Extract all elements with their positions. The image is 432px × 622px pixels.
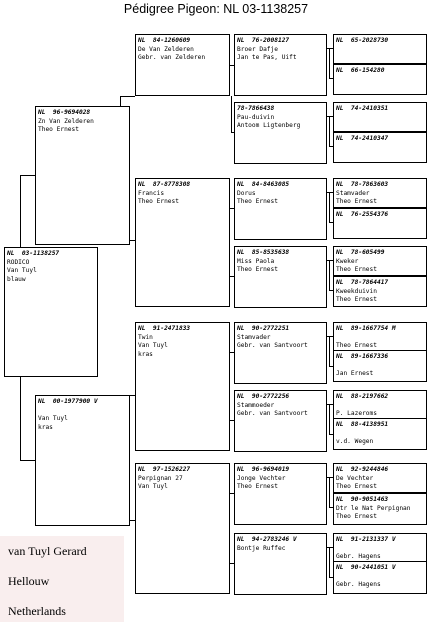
pigeon-detail-line: Stamvader [237,333,271,341]
connector-line [329,507,333,508]
pigeon-ring-number: NL 84-8463085 [237,181,290,188]
pigeon-ring-number: NL 84-1260609 [138,37,191,44]
pedigree-box-gen5-6[interactable] [333,208,427,239]
pigeon-ring-number: 78-7866438 [237,105,275,112]
connector-line [329,146,333,147]
pigeon-ring-number: NL 89-1667754 M [336,325,396,332]
connector-line [327,477,333,478]
pigeon-detail-line: Theo Ernest [237,483,278,491]
pedigree-box-gen5-3[interactable] [333,102,427,132]
pedigree-box-gen5-12[interactable] [333,418,427,450]
pigeon-detail-line: Perpignan 27 [138,474,183,482]
owner-city: Hellouw [8,574,50,588]
pigeon-detail-line: Van Tuyl [7,267,37,275]
pigeon-detail-line: Theo Ernest [336,513,377,521]
pigeon-ring-number: NL 88-2197662 [336,393,389,400]
pigeon-detail-line: Gebr. van Zelderen [138,54,206,62]
pigeon-detail-line: RODICO [7,258,30,266]
pigeon-detail-line [336,545,424,554]
pigeon-ring-number: NL 90-9051463 [336,496,389,503]
pigeon-detail-line: Miss Paola [237,257,275,265]
pigeon-detail-line [38,407,127,416]
pigeon-detail-line: De Van Zelderen [138,45,194,53]
pigeon-ring-number: NL 78-7863603 [336,181,389,188]
pedigree-box-gen5-2[interactable] [333,64,427,95]
pigeon-ring-number: NL 85-8535638 [237,249,290,256]
pedigree-box-gen4-4[interactable] [234,246,327,308]
pedigree-box-main[interactable] [4,247,98,377]
connector-line [329,78,333,79]
pedigree-box-gen5-4[interactable] [333,132,427,163]
pigeon-ring-number: NL 76-2008127 [237,37,290,44]
pigeon-detail-line: Theo Ernest [38,126,79,134]
pigeon-ring-number: NL 78-7864417 [336,279,389,286]
pedigree-box-gen5-13[interactable] [333,463,427,493]
pigeon-detail-line: Dorus [237,189,256,197]
pedigree-box-gen5-7[interactable] [333,246,427,276]
pedigree-box-gen3-3[interactable] [135,322,230,451]
connector-line [230,65,234,66]
pigeon-detail-line: Van Tuyl [38,415,68,423]
pigeon-detail-line: Zn Van Zelderen [38,117,94,125]
pigeon-ring-number: NL 03-1138257 [7,250,60,257]
pigeon-detail-line: Dtr le Nat Perpignan [336,504,411,512]
pigeon-detail-line: Stamvader [336,189,370,197]
pigeon-ring-number: NL 94-2783246 V [237,536,297,543]
pigeon-detail-line: Broer Dafje [237,45,278,53]
pigeon-ring-number: NL 91-2131337 V [336,536,396,543]
pigeon-detail-line: Jan Ernest [336,370,374,378]
pigeon-ring-number: NL 78-605499 [336,249,385,256]
pedigree-box-gen5-15[interactable] [333,533,427,563]
pedigree-box-gen5-16[interactable] [333,561,427,594]
pigeon-detail-line: kras [138,350,153,358]
connector-line [120,96,121,106]
pedigree-box-gen4-6[interactable] [234,390,327,452]
pigeon-detail-line: blauw [7,275,26,283]
pigeon-detail-line: Gebr. Hagens [336,553,381,561]
pedigree-box-gen5-10[interactable] [333,350,427,382]
pigeon-ring-number: NL 90-2772251 [237,325,290,332]
pigeon-ring-number: NL 92-9244846 [336,466,389,473]
pedigree-box-gen5-8[interactable] [333,276,427,307]
pigeon-detail-line: Gebr. Hagens [336,581,381,589]
page-title: Pédigree Pigeon: NL 03-1138257 [123,2,309,16]
pigeon-ring-number: NL 97-1526227 [138,466,191,473]
connector-line [327,48,333,49]
pigeon-detail-line [336,334,424,343]
pigeon-ring-number: NL 88-4138951 [336,421,389,428]
pedigree-box-gen4-5[interactable] [234,322,327,384]
pigeon-detail-line: P. Lazeroms [336,410,377,418]
connector-line [130,240,135,241]
pedigree-box-gen4-7[interactable] [234,463,327,525]
pedigree-box-gen5-9[interactable] [333,322,427,352]
pigeon-detail-line [336,402,424,411]
connector-line [327,336,333,337]
connector-line [120,96,135,97]
connector-line [230,420,234,421]
pigeon-ring-number: NL 90-2441051 V [336,564,396,571]
pedigree-box-gen5-5[interactable] [333,178,427,208]
connector-line [327,116,333,117]
connector-line [329,404,330,434]
connector-line [329,577,333,578]
pigeon-ring-number: NL 66-154280 [336,67,385,74]
pigeon-ring-number: NL 89-1667336 [336,353,389,360]
connector-line [329,222,333,223]
pigeon-detail-line: Kweker [336,257,359,265]
pigeon-detail-line: Van Tuyl [138,483,168,491]
pigeon-ring-number: NL 76-2554376 [336,211,389,218]
pigeon-detail-line: Theo Ernest [237,198,278,206]
pedigree-box-dam[interactable] [35,395,130,526]
pigeon-detail-line: Gebr. van Santvoort [237,342,308,350]
pedigree-box-gen5-14[interactable] [333,493,427,525]
connector-line [329,290,333,291]
connector-line [231,96,232,132]
pigeon-ring-number: NL 65-2028730 [336,37,389,44]
connector-line [329,116,330,146]
pedigree-box-gen3-2[interactable] [135,178,230,307]
connector-line [329,366,333,367]
connector-line [327,192,333,193]
connector-line [130,395,135,396]
connector-line [327,404,333,405]
pigeon-ring-number: NL 96-9694019 [237,466,290,473]
pigeon-detail-line [336,573,424,582]
pedigree-box-gen5-1[interactable] [333,34,427,64]
pigeon-detail-line: Kweekduivin [336,287,377,295]
pigeon-ring-number: NL 90-2772256 [237,393,290,400]
connector-line [20,377,21,460]
connector-line [230,352,234,353]
connector-line [329,260,330,290]
pedigree-box-sire[interactable] [35,106,130,245]
connector-line [327,260,333,261]
pigeon-detail-line: Theo Ernest [336,266,377,274]
pedigree-box-gen3-1[interactable] [135,34,230,96]
connector-line [20,175,21,247]
pigeon-detail-line: Van Tuyl [138,342,168,350]
pedigree-box-gen3-4[interactable] [135,463,230,594]
pigeon-detail-line: kras [38,423,53,431]
connector-line [20,175,35,176]
pigeon-detail-line: Theo Ernest [138,198,179,206]
pigeon-detail-line: Jonge Vechter [237,474,286,482]
connector-line [327,547,333,548]
pigeon-ring-number: NL 74-2410351 [336,105,389,112]
pigeon-detail-line: De Vechter [336,474,374,482]
connector-line [230,276,234,277]
connector-line [329,434,333,435]
connector-line [230,493,234,494]
pigeon-detail-line: Twin [138,333,153,341]
owner-name: van Tuyl Gerard [8,544,87,558]
pigeon-ring-number: NL 87-8778308 [138,181,191,188]
pigeon-detail-line: Francis [138,189,165,197]
connector-line [329,48,330,78]
pigeon-detail-line: Gebr. van Santvoort [237,410,308,418]
connector-line [231,132,234,133]
pigeon-detail-line: Bontje Ruffec [237,544,286,552]
pigeon-ring-number: NL 96-9694028 [38,109,91,116]
pigeon-detail-line: Theo Ernest [237,266,278,274]
connector-line [329,477,330,507]
pigeon-detail-line: Stammoeder [237,401,275,409]
connector-line [20,460,35,461]
pedigree-box-gen4-8[interactable] [234,533,327,595]
pigeon-ring-number: NL 74-2410347 [336,135,389,142]
owner-country: Netherlands [8,604,66,618]
pigeon-detail-line: Theo Ernest [336,342,377,350]
connector-line [329,547,330,577]
pigeon-detail-line: Jan te Pas, Uift [237,54,297,62]
connector-line [329,336,330,366]
pedigree-box-gen4-2[interactable] [234,102,327,164]
pigeon-detail-line: Antoom Ligtenberg [237,122,301,130]
pigeon-detail-line: v.d. Wegen [336,438,374,446]
pigeon-detail-line [336,430,424,439]
owner-info [0,536,124,622]
pigeon-detail-line: Pau-duivin [237,113,275,121]
pigeon-ring-number: NL 91-2471833 [138,325,191,332]
pigeon-detail-line [336,362,424,371]
connector-line [230,208,234,209]
pedigree-box-gen5-11[interactable] [333,390,427,420]
pigeon-detail-line: Theo Ernest [336,198,377,206]
connector-line [130,520,135,521]
pigeon-detail-line: Theo Ernest [336,483,377,491]
connector-line [329,192,330,222]
pedigree-box-gen4-1[interactable] [234,34,327,96]
connector-line [230,563,234,564]
pedigree-box-gen4-3[interactable] [234,178,327,240]
pigeon-ring-number: NL 00-1977900 V [38,398,98,405]
pigeon-detail-line: Theo Ernest [336,296,377,304]
